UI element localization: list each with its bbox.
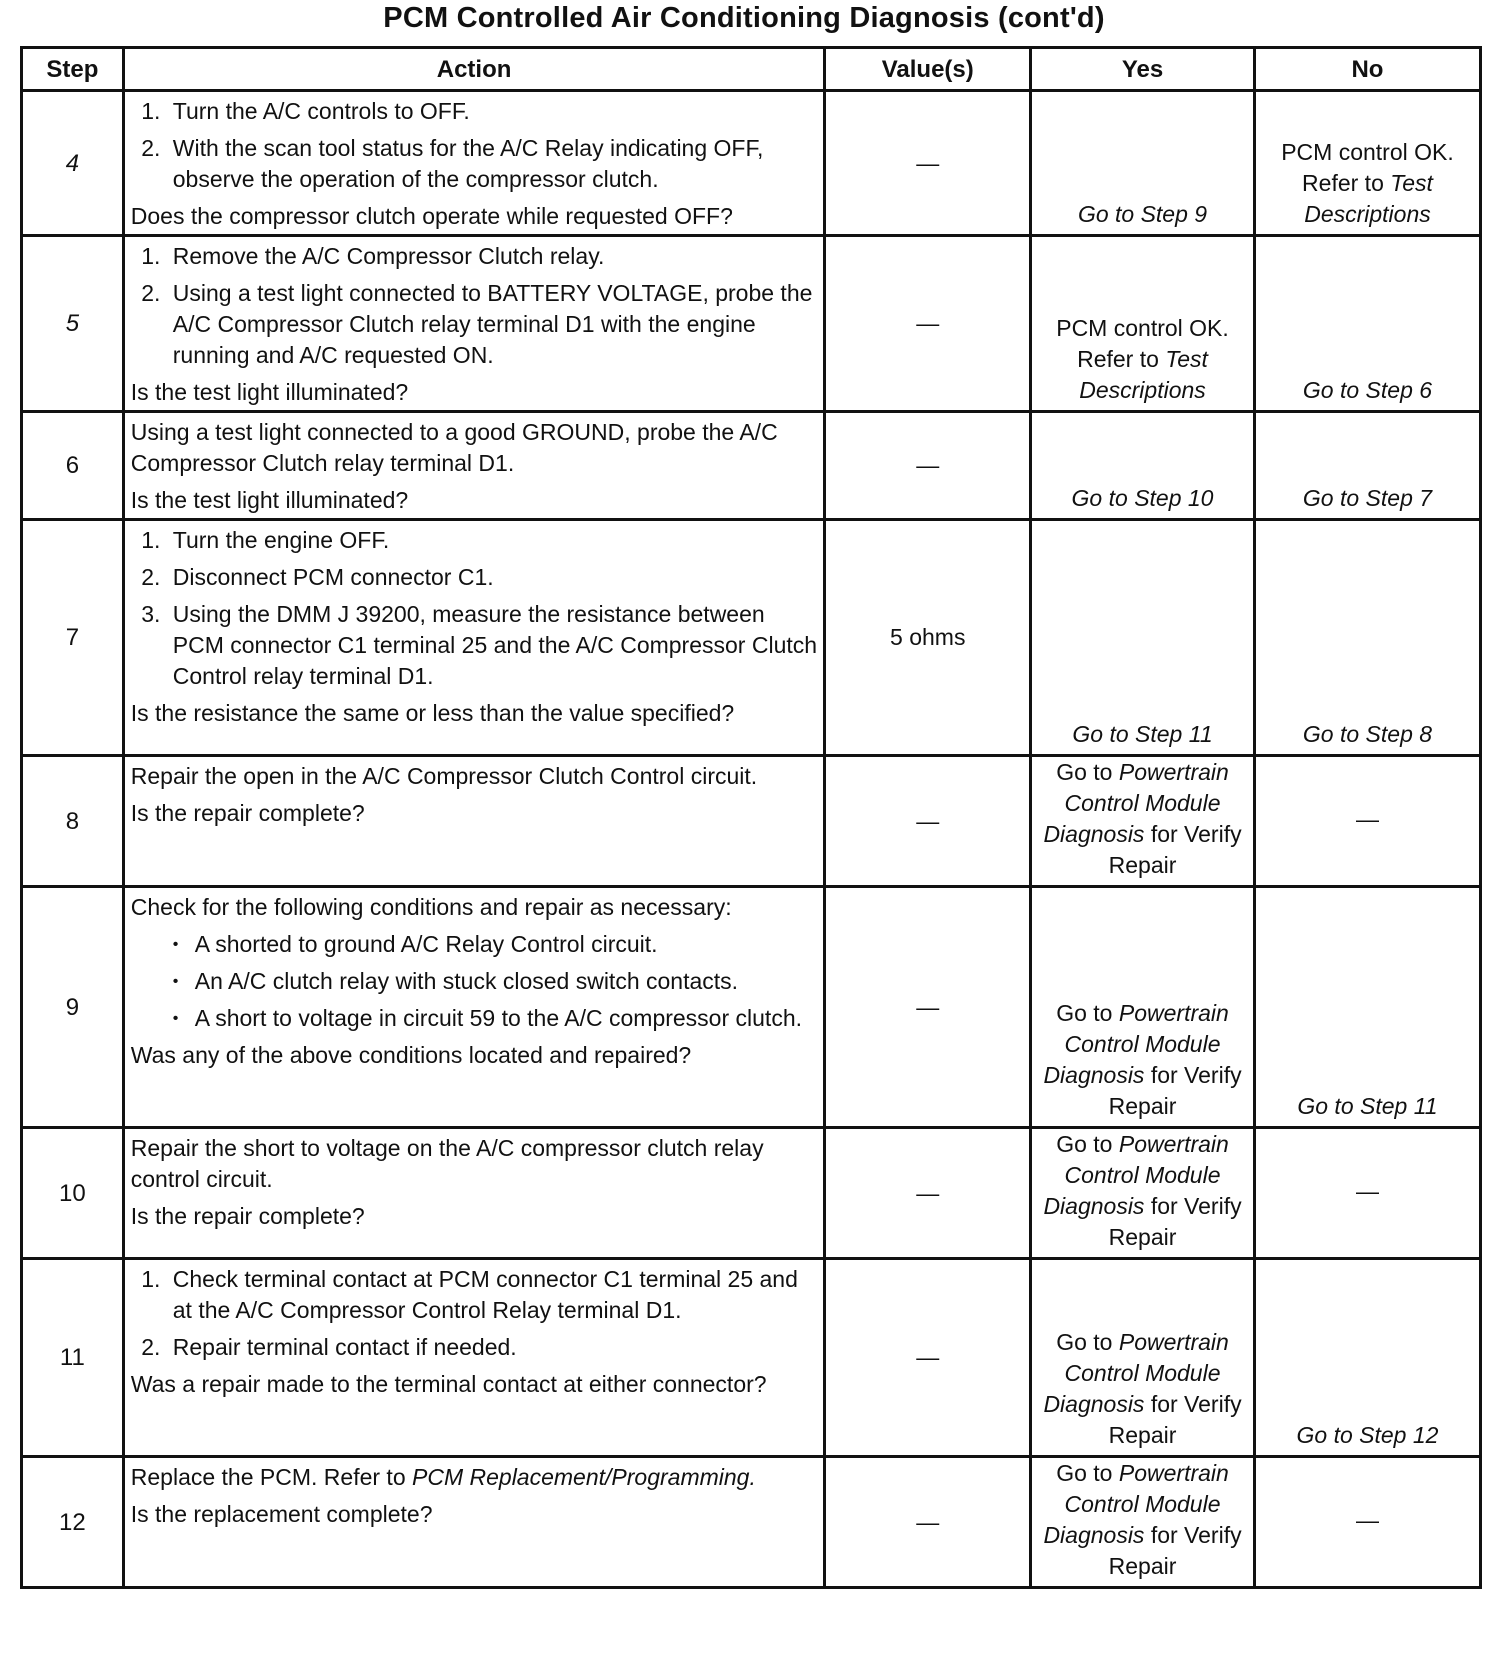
value-cell: — (825, 1128, 1031, 1259)
yes-tail: for Verify Repair (1108, 1193, 1242, 1250)
table-row (22, 1128, 1481, 1259)
page-title: PCM Controlled Air Conditioning Diagnosis (cont'd) (383, 2, 1105, 34)
yes-tail: for Verify Repair (1108, 1391, 1242, 1448)
action-cell (123, 1259, 825, 1457)
action-cell (123, 1457, 825, 1588)
header-no: No (1254, 48, 1480, 91)
action-step: 1. Remove the A/C Compressor Clutch relay. (167, 241, 818, 272)
table-row (22, 236, 1481, 412)
action-steps (131, 96, 818, 195)
action-text-lead: Replace the PCM. Refer to (130, 1464, 412, 1490)
step-number: 4 (22, 91, 124, 236)
header-yes: Yes (1031, 48, 1255, 91)
action-step: 1. Turn the engine OFF. (167, 525, 818, 556)
action-text: Check for the following conditions and repair as necessary: (130, 894, 732, 920)
table-row (22, 1457, 1481, 1588)
action-question: Was a repair made to the terminal contact at either connector? (130, 1371, 767, 1397)
action-question: Was any of the above conditions located and repaired? (130, 1042, 692, 1068)
yes-reference: Powertrain Control Module Diagnosis (1043, 759, 1229, 847)
action-question: Is the test light illuminated? (130, 487, 409, 513)
value-cell: — (825, 1259, 1031, 1457)
header-values: Value(s) (825, 48, 1031, 91)
condition-item: • A shorted to ground A/C Relay Control circuit. (195, 929, 818, 960)
yes-cell (1031, 887, 1255, 1128)
header-action: Action (123, 48, 825, 91)
yes-tail: for Verify Repair (1108, 1062, 1242, 1119)
action-cell (123, 887, 825, 1128)
yes-cell (1031, 1128, 1255, 1259)
table-row (22, 1259, 1481, 1457)
action-step: 2. Disconnect PCM connector C1. (167, 562, 818, 593)
yes-text: Go to (1056, 1329, 1119, 1355)
action-step: 2. Repair terminal contact if needed. (167, 1332, 818, 1363)
action-steps (131, 1264, 818, 1363)
no-cell: Go to Step 12 (1254, 1259, 1480, 1457)
table-row (22, 887, 1481, 1128)
no-cell (1254, 91, 1480, 236)
condition-list (131, 929, 818, 1034)
no-cell: Go to Step 7 (1254, 412, 1480, 520)
action-question: Is the test light illuminated? (130, 379, 409, 405)
action-question: Is the replacement complete? (130, 1501, 433, 1527)
yes-tail: for Verify Repair (1108, 821, 1242, 878)
action-cell (123, 1128, 825, 1259)
no-cell: — (1254, 1128, 1480, 1259)
table-row (22, 520, 1481, 756)
no-cell: Go to Step 6 (1254, 236, 1480, 412)
condition-item: • A short to voltage in circuit 59 to the A/C compressor clutch. (195, 1003, 818, 1034)
action-step: 1. Check terminal contact at PCM connector C1 terminal 25 and at the A/C Compressor Control Relay terminal D1. (167, 1264, 818, 1326)
value-cell: — (825, 887, 1031, 1128)
step-number: 7 (22, 520, 124, 756)
yes-reference: Powertrain Control Module Diagnosis (1043, 1329, 1229, 1417)
action-question: Is the resistance the same or less than the value specified? (130, 700, 735, 726)
action-reference: PCM Replacement/Programming. (412, 1464, 756, 1490)
action-cell (123, 236, 825, 412)
action-text: Repair the open in the A/C Compressor Clutch Control circuit. (130, 763, 758, 789)
action-question: Does the compressor clutch operate while requested OFF? (130, 203, 733, 229)
no-cell: — (1254, 756, 1480, 887)
value-cell: — (825, 1457, 1031, 1588)
yes-text: Go to (1056, 1131, 1119, 1157)
step-number: 8 (22, 756, 124, 887)
action-cell (123, 91, 825, 236)
no-cell: Go to Step 11 (1254, 887, 1480, 1128)
value-cell: — (825, 412, 1031, 520)
no-cell: — (1254, 1457, 1480, 1588)
table-header-row (22, 48, 1481, 91)
action-cell (123, 756, 825, 887)
value-cell: — (825, 236, 1031, 412)
action-steps (131, 241, 818, 371)
value-cell: — (825, 91, 1031, 236)
yes-text: Go to (1056, 1460, 1119, 1486)
action-text: Repair the short to voltage on the A/C compressor clutch relay control circuit. (130, 1135, 764, 1192)
action-step: 2. With the scan tool status for the A/C Relay indicating OFF, observe the operation of the compressor clutch. (167, 133, 818, 195)
table-row (22, 412, 1481, 520)
step-number: 12 (22, 1457, 124, 1588)
action-cell (123, 520, 825, 756)
yes-cell (1031, 236, 1255, 412)
table-row (22, 756, 1481, 887)
action-step: 2. Using a test light connected to BATTERY VOLTAGE, probe the A/C Compressor Clutch relay terminal D1 with the engine running and A/C requested ON. (167, 278, 818, 371)
action-question: Is the repair complete? (130, 1203, 365, 1229)
step-number: 5 (22, 236, 124, 412)
value-cell: — (825, 756, 1031, 887)
step-number: 9 (22, 887, 124, 1128)
condition-item: • An A/C clutch relay with stuck closed switch contacts. (195, 966, 818, 997)
yes-text: PCM control OK. Refer to (1056, 315, 1229, 372)
header-step: Step (22, 48, 124, 91)
yes-text: Go to (1056, 759, 1119, 785)
yes-text: Go to (1056, 1000, 1119, 1026)
yes-reference: Test Descriptions (1079, 346, 1208, 403)
yes-reference: Powertrain Control Module Diagnosis (1043, 1000, 1229, 1088)
yes-reference: Powertrain Control Module Diagnosis (1043, 1131, 1229, 1219)
no-cell: Go to Step 8 (1254, 520, 1480, 756)
value-cell: 5 ohms (825, 520, 1031, 756)
action-question: Is the repair complete? (130, 800, 365, 826)
no-reference: Test Descriptions (1304, 170, 1433, 227)
diagnosis-table (20, 46, 1482, 1589)
action-cell (123, 412, 825, 520)
yes-cell: Go to Step 11 (1031, 520, 1255, 756)
yes-cell (1031, 1259, 1255, 1457)
yes-tail: for Verify Repair (1108, 1522, 1242, 1579)
yes-cell (1031, 1457, 1255, 1588)
action-text (131, 1462, 818, 1493)
table-row (22, 91, 1481, 236)
action-steps (131, 525, 818, 692)
no-text: PCM control OK. Refer to (1281, 139, 1454, 196)
yes-cell: Go to Step 10 (1031, 412, 1255, 520)
step-number: 10 (22, 1128, 124, 1259)
action-step: 1. Turn the A/C controls to OFF. (167, 96, 818, 127)
step-number: 6 (22, 412, 124, 520)
step-number: 11 (22, 1259, 124, 1457)
yes-reference: Powertrain Control Module Diagnosis (1043, 1460, 1229, 1548)
yes-cell: Go to Step 9 (1031, 91, 1255, 236)
action-text: Using a test light connected to a good GROUND, probe the A/C Compressor Clutch relay terminal D1. (130, 419, 778, 476)
yes-cell (1031, 756, 1255, 887)
action-step: 3. Using the DMM J 39200, measure the resistance between PCM connector C1 terminal 25 and the A/C Compressor Clutch Control relay terminal D1. (167, 599, 818, 692)
